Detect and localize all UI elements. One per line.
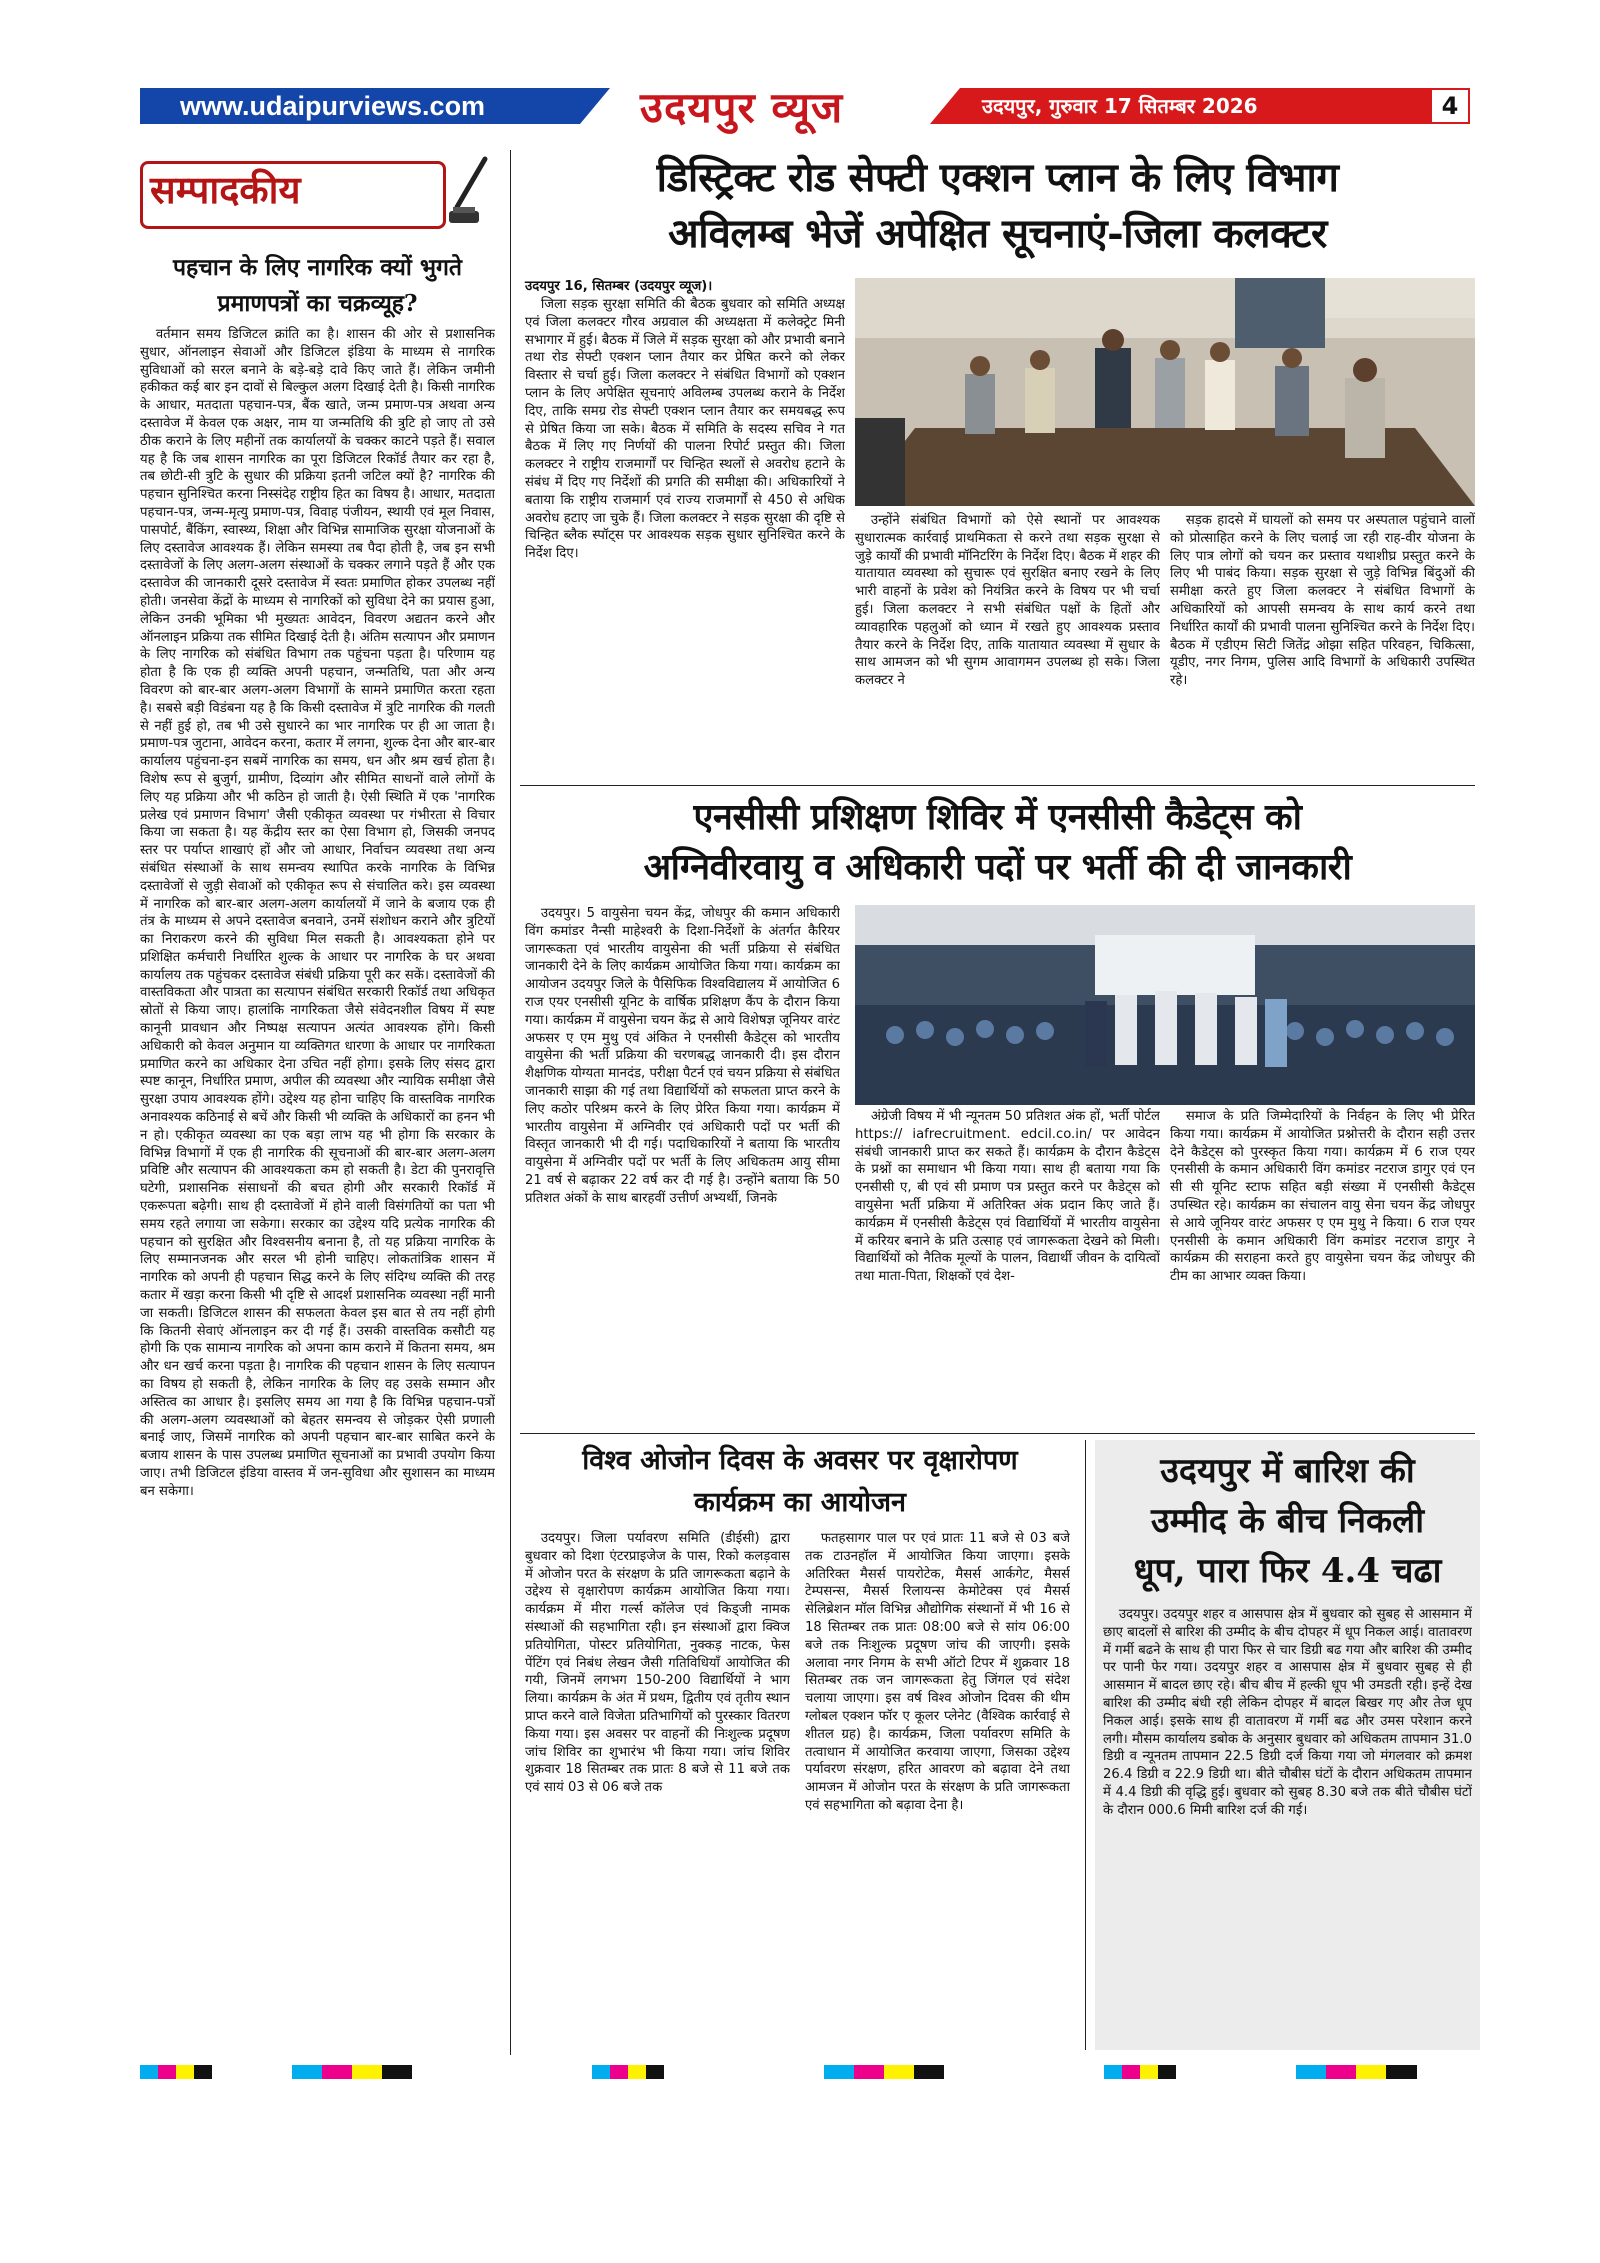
pen-ink-icon: [445, 155, 495, 225]
story2-col3: समाज के प्रति जिम्मेदारियों के निर्वहन के लिए भी प्रेरित किया गया। कार्यक्रम में आयोजित प्रश्नोत्तरी के दौरान सही उत्तर देने कैडेट्स को पुरस्कृत किया गया। कार्यक्रम में 6 राज एयर एनसीसी के कमान अधिकारी विंग कमांडर नटराज डागुर एवं एन सी सी यूनिट स्टाफ सहित बड़ी संख्या में एनसीसी कैडेट्स उपस्थित रहे। कार्यक्रम का संचालन वायु सेना चयन केंद्र जोधपुर से आये जूनियर वारंट अफसर ए एम मुथु ने किया। 6 राज एयर एनसीसी के कमान अधिकारी विंग कमांडर नटराज डागुर ने कार्यक्रम की सराहना करते हुए वायुसेना चयन केंद्र जोधपुर की टीम का आभार व्यक्त किया।: [1170, 1109, 1475, 1285]
editorial-headline: पहचान के लिए नागरिक क्यों भुगते प्रमाणपत्रों का चक्रव्यूह?: [172, 254, 463, 317]
story1-dateline: उदयपुर 16, सितम्बर (उदयपुर व्यूज)।: [525, 279, 713, 294]
story1-col3: सड़क हादसे में घायलों को समय पर अस्पताल पहुंचाने वालों को प्रोत्साहित करने के लिए चलाई जा रही राह-वीर योजना के लिए पात्र लोगों को चयन कर प्रस्ताव यथाशीघ्र प्रस्तुत करने के लिए भी पाबंद किया। सड़क सुरक्षा से जुड़े विभिन्न बिंदुओं की समीक्षा करते हुए जिला कलक्टर ने संबंधित विभागों के अधिकारियों को आपसी समन्वय के साथ कार्य करने तथा निर्धारित कार्यों की प्रभावी पालना सुनिश्चित करने के निर्देश दिए। बैठक में एडीएम सिटी जितेंद्र ओझा सहित परिवहन, चिकित्सा, यूडीए, नगर निगम, पुलिस आदि विभागों के अधिकारी उपस्थित रहे।: [1170, 513, 1475, 689]
story1-col2: उन्होंने संबंधित विभागों को ऐसे स्थानों पर आवश्यक सुधारात्मक कार्रवाई प्राथमिकता से करने तथा सड़क सुरक्षा से जुड़े कार्यों की प्रभावी मॉनिटरिंग के निर्देश दिए। बैठक में शहर की यातायात व्यवस्था को सुचारू एवं सुरक्षित बनाए रखने के लिए भारी वाहनों के प्रवेश को नियंत्रित करने के विषय पर भी चर्चा हुई। जिला कलक्टर ने सभी संबंधित पक्षों के हितों और व्यावहारिक पहलुओं को ध्यान में रखते हुए आवश्यक प्रस्ताव तैयार करने के निर्देश दिए, ताकि यातायात व्यवस्था में सुधार के साथ आमजन को भी सुगम आवागमन उपलब्ध हो सके। जिला कलक्टर ने: [855, 513, 1160, 689]
story1-headline: डिस्ट्रिक्ट रोड सेफ्टी एक्शन प्लान के लिए विभाग अविलम्ब भेजें अपेक्षित सूचनाएं-जिला कलक्टर: [656, 154, 1339, 257]
story3-headline: विश्व ओजोन दिवस के अवसर पर वृक्षारोपण कार्यक्रम का आयोजन: [582, 1445, 1018, 1518]
newspaper-logo: उदयपुर व्यूज: [640, 83, 844, 132]
story3-col2: फतहसागर पाल पर एवं प्रातः 11 बजे से 03 बजे तक टाउनहॉल में आयोजित किया जाएगा। इसके अतिरिक्त मैसर्स पायरोटेक, मैसर्स आर्कगेट, मैसर्स टेम्पसन्स, मैसर्स रिलायन्स केमोटेक्स एवं मैसर्स सेलिब्रेशन मॉल विभिन्न औद्योगिक संस्थानों में भी 16 से 18 सितम्बर तक प्रातः 08:00 बजे से सांय 06:00 बजे तक निःशुल्क प्रदूषण जांच की जाएगी। इसके अलावा नगर निगम के सभी ऑटो टिपर में शुक्रवार 18 सितम्बर तक जन जागरूकता हेतु जिंगल एवं संदेश चलाया जाएगा। इस वर्ष विश्व ओजोन दिवस की थीम ग्लोबल एक्शन फॉर ए कूलर प्लेनेट (वैश्विक कार्रवाई से शीतल ग्रह) है। कार्यक्रम, जिला पर्यावरण समिति के तत्वाधान में आयोजित करवाया जाएगा, जिसका उद्देश्य पर्यावरण संरक्षण, हरित आवरण को बढ़ावा देने तथा आमजन में ओजोन परत के संरक्षण के प्रति जागरूकता एवं सहभागिता को बढ़ावा देना है।: [805, 1531, 1070, 1813]
issue-date: उदयपुर, गुरुवार 17 सितम्बर 2026: [982, 94, 1258, 118]
site-url[interactable]: www.udaipurviews.com: [180, 91, 486, 121]
color-registration-bar: [140, 2065, 1475, 2079]
story4-box: [1095, 1440, 1480, 2050]
column-rule: [510, 150, 511, 2055]
column-rule: [1085, 1440, 1086, 2050]
ncc-cadets-photo: [855, 905, 1475, 1105]
story4-body: उदयपुर। उदयपुर शहर व आसपास क्षेत्र में बुधवार को सुबह से आसमान में छाए बादलों से बारिश की उम्मीद के बीच दोपहर में धूप निकल आई। वातावरण में गर्मी बढने के साथ ही पारा फिर से चार डिग्री बढ गया और बारिश की उम्मीद पर पानी फेर गया। उदयपुर शहर व आसपास क्षेत्र में बुधवार सुबह से ही आसमान में बादल छाए रहे। बीच बीच में हल्की धूप भी उमडती रही। इन्हें देख बारिश की उम्मीद बंधी रही लेकिन दोपहर में बादल बिखर गए और तेज धूप निकल आई। इसके साथ ही वातावरण में गर्मी बढ और उमस परेशान करने लगी। मौसम कार्यालय डबोक के अनुसार बुधवार को अधिकतम तापमान 31.0 डिग्री व न्यूनतम तापमान 22.5 डिग्री दर्ज किया गया जो मंगलवार को क्रमश 26.4 डिग्री व 22.9 डिग्री था। बीते चौबीस घंटों के दौरान अधिकतम तापमान में 4.4 डिग्री की वृद्धि हुई। बुधवार को सुबह 8.30 बजे तक बीते चौबीस घंटों के दौरान 000.6 मिमी बारिश दर्ज की गई।: [1103, 1607, 1472, 1818]
masthead: [140, 82, 1470, 132]
editorial-badge: [140, 155, 495, 233]
story4-headline: उदयपुर में बारिश की उम्मीद के बीच निकली धूप, पारा फिर 4.4 चढा: [1133, 1451, 1442, 1591]
meeting-photo: [855, 278, 1475, 506]
story2-col1: उदयपुर। 5 वायुसेना चयन केंद्र, जोधपुर की कमान अधिकारी विंग कमांडर नैन्सी माहेश्वरी के दिशा-निर्देशों के अंतर्गत कैरियर जागरूकता एवं भारतीय वायुसेना की भर्ती प्रक्रिया से संबंधित जानकारी देने के लिए कार्यक्रम आयोजित किया गया। कार्यक्रम का आयोजन उदयपुर जिले के पैसिफिक विश्वविद्यालय में आयोजित 6 राज एयर एनसीसी यूनिट के वार्षिक प्रशिक्षण कैंप के दौरान किया गया। कार्यक्रम में वायुसेना चयन केंद्र से आये विशेषज्ञ जूनियर वारंट अफसर ए एम मुथु एवं अंकित ने एनसीसी कैडेट्स को भारतीय वायुसेना की भर्ती प्रक्रिया की चरणबद्ध जानकारी दी। इस दौरान शैक्षणिक योग्यता मानदंड, परीक्षा पैटर्न एवं चयन प्रक्रिया से संबंधित जानकारी साझा की गई तथा विद्यार्थियों को सफलता प्राप्त करने के लिए कठोर परिश्रम करने के लिए प्रेरित किया गया। कार्यक्रम में भारतीय वायुसेना में अग्निवीर एवं अधिकारी पदों पर भर्ती की विस्तृत जानकारी भी दी गई। पदाधिकारियों ने बताया कि भारतीय वायुसेना में अग्निवीर पदों पर भर्ती के लिए अधिकतम आयु सीमा 21 वर्ष से बढ़ाकर 22 वर्ष कर दी गई है। उन्होंने बताया कि 50 प्रतिशत अंकों के साथ बारहवीं उत्तीर्ण अभ्यर्थी, जिनके: [525, 906, 840, 1206]
story2-col2: अंग्रेजी विषय में भी न्यूनतम 50 प्रतिशत अंक हों, भर्ती पोर्टल https:// iafrecruitment. edcil.co.in/ पर आवेदन संबंधी जानकारी प्राप्त कर सकते हैं। कार्यक्रम के दौरान कैडेट्स के प्रश्नों का समाधान भी किया गया। साथ ही बताया गया कि एनसीसी ए, बी एवं सी प्रमाण पत्र प्रस्तुत करने पर कैडेट्स को वायुसेना भर्ती प्रक्रिया में अतिरिक्त अंक प्रदान किए जाते हैं। कार्यक्रम में एनसीसी कैडेट्स एवं विद्यार्थियों में भारतीय वायुसेना में करियर बनाने के प्रति उत्साह एवं जागरूकता देखने को मिली। विद्यार्थियों को नैतिक मूल्यों के पालन, विद्यार्थी जीवन के दायित्वों तथा माता-पिता, शिक्षकों एवं देश-: [855, 1109, 1160, 1285]
story3-col1: उदयपुर। जिला पर्यावरण समिति (डीईसी) द्वारा बुधवार को दिशा एंटरप्राइजेज के पास, रिको कलड़वास में ओजोन परत के संरक्षण के प्रति जागरूकता बढ़ाने के उद्देश्य से वृक्षारोपण कार्यक्रम आयोजित किया गया। कार्यक्रम में मीरा गर्ल्स कॉलेज एवं किड्जी नामक संस्थाओं की सहभागिता रही। इन संस्थाओं द्वारा क्विज प्रतियोगिता, पोस्टर प्रतियोगिता, नुक्कड़ नाटक, फेस पेंटिंग एवं निबंध लेखन जैसी गतिविधियाँ आयोजित की गयी, जिनमें लगभग 150-200 विद्यार्थियों ने भाग लिया। कार्यक्रम के अंत में प्रथम, द्वितीय एवं तृतीय स्थान प्राप्त करने वाले विजेता प्रतिभागियों को पुरस्कार वितरण किया गया। इस अवसर पर वाहनों की निःशुल्क प्रदूषण जांच शिविर का शुभारंभ भी किया गया। जांच शिविर शुक्रवार 18 सितम्बर तक प्रातः 8 बजे से 11 बजे तक एवं सायं 03 से 06 बजे तक: [525, 1531, 790, 1796]
page-number: 4: [1430, 88, 1470, 124]
story2-headline: एनसीसी प्रशिक्षण शिविर में एनसीसी कैडेट्स को अग्निवीरवायु व अधिकारी पदों पर भर्ती की दी जानकारी: [643, 796, 1352, 888]
story1-col1: जिला सड़क सुरक्षा समिति की बैठक बुधवार को समिति अध्यक्ष एवं जिला कलक्टर गौरव अग्रवाल की अध्यक्षता में कलेक्ट्रेट मिनी सभागार में हुई। बैठक में जिले में सड़क सुरक्षा को और प्रभावी बनाने तथा रोड सेफ्टी एक्शन प्लान तैयार कर प्रेषित करने को लेकर विस्तार से चर्चा हुई। जिला कलक्टर ने संबंधित विभागों को एक्शन प्लान के लिए अपेक्षित सूचनाएं अविलम्ब उपलब्ध कराने के निर्देश दिए, ताकि समग्र रोड सेफ्टी एक्शन प्लान तैयार कर समयबद्ध रूप से प्रेषित किया जा सके। बैठक में समिति के सदस्य सचिव ने गत बैठक में लिए गए निर्णयों की पालना रिपोर्ट प्रस्तुत की। जिला कलक्टर ने राष्ट्रीय राजमार्गों पर चिन्हित स्थलों से अवरोध हटाने के संबंध में दिए गए निर्देशों की प्रगति की समीक्षा की। अधिकारियों ने बताया कि राष्ट्रीय राजमार्ग एवं राज्य राजमार्गों से 450 से अधिक अवरोध हटाए जा चुके हैं। जिला कलक्टर ने सड़क सुरक्षा की दृष्टि से चिन्हित ब्लैक स्पॉट्स पर आवश्यक सड़क सुधार सुनिश्चित करने के निर्देश दिए।: [525, 297, 845, 562]
editorial-body: वर्तमान समय डिजिटल क्रांति का है। शासन की ओर से प्रशासनिक सुधार, ऑनलाइन सेवाओं और डिजिटल इंडिया के माध्यम से नागरिक सुविधाओं को सरल बनाने के बड़े-बड़े दावे किए जाते हैं। लेकिन जमीनी हकीकत कई बार इन दावों से बिल्कुल अलग दिखाई देती है। किसी नागरिक के आधार, मतदाता पहचान-पत्र, बैंक खाते, जन्म प्रमाण-पत्र अथवा अन्य दस्तावेज में केवल एक अक्षर, नाम या जन्मतिथि की त्रुटि हो जाए तो उसे ठीक कराने के लिए महीनों तक कार्यालयों के चक्कर काटने पड़ते हैं। सवाल यह है कि जब शासन नागरिक का पूरा डिजिटल रिकॉर्ड तैयार कर रहा है, तब छोटी-सी त्रुटि के सुधार की प्रक्रिया इतनी जटिल क्यों है? नागरिक की पहचान सुनिश्चित करना निस्संदेह राष्ट्रीय हित का विषय है। आधार, मतदाता पहचान-पत्र, जन्म-मृत्यु प्रमाण-पत्र, विवाह पंजीयन, स्थायी एवं मूल निवास, पासपोर्ट, बैंकिंग, स्वास्थ्य, शिक्षा और विभिन्न सामाजिक सुरक्षा योजनाओं के लिए दस्तावेज आवश्यक हैं। लेकिन समस्या तब पैदा होती है, जब इन सभी दस्तावेजों के लिए अलग-अलग संस्थाओं के चक्कर लगाने पड़ते हैं और एक दस्तावेज की जानकारी दूसरे दस्तावेज में स्वतः प्रमाणित होकर उपलब्ध नहीं होती। जनसेवा केंद्रों के माध्यम से नागरिकों को सुविधा देने का प्रयास हुआ, लेकिन उनकी भूमिका भी मुख्यतः आवेदन, विवरण अद्यतन करने और ऑनलाइन प्रक्रिया तक सीमित दिखाई देती है। अंतिम सत्यापन और प्रमाणन के लिए नागरिक को संबंधित विभाग तक पहुंचना पड़ता है। परिणाम यह होता है कि एक ही व्यक्ति अपनी पहचान, जन्मतिथि, पता और अन्य विवरण को बार-बार अलग-अलग विभागों के सामने प्रमाणित करता रहता है। सबसे बड़ी विडंबना यह है कि किसी दस्तावेज में त्रुटि नागरिक की गलती से नहीं हुई हो, तब भी उसे सुधारने का भार नागरिक पर ही आ जाता है। प्रमाण-पत्र जुटाना, आवेदन करना, कतार में लगना, शुल्क देना और बार-बार कार्यालय पहुंचना-इन सबमें नागरिक का समय, धन और श्रम खर्च होता है। विशेष रूप से बुजुर्ग, ग्रामीण, दिव्यांग और सीमित साधनों वाले लोगों के लिए यह प्रक्रिया और भी कठिन हो जाती है। ऐसी स्थिति में एक 'नागरिक प्रलेख एवं प्रमाणन विभाग' जैसी एकीकृत व्यवस्था पर गंभीरता से विचार किया जा सकता है। यह केंद्रीय स्तर का ऐसा विभाग हो, जिसकी जनपद स्तर पर पर्याप्त शाखाएं हों और जो आधार, निर्वाचन व्यवस्था तथा अन्य संबंधित संस्थाओं के साथ समन्वय स्थापित करके नागरिक के विभिन्न दस्तावेजों से जुड़ी सेवाओं को एकीकृत रूप से संचालित करे। इस व्यवस्था में नागरिक को बार-बार अलग-अलग कार्यालयों में जाने के बजाय एक ही तंत्र के माध्यम से अपने दस्तावेज बनवाने, उनमें संशोधन कराने और त्रुटियों का निराकरण करने की सुविधा मिल सकती है। आवश्यकता होने पर प्रशिक्षित कर्मचारी निर्धारित शुल्क के आधार पर नागरिक के घर अथवा कार्यालय तक पहुंचकर दस्तावेज संबंधी प्रक्रिया पूरी कर सकें। दस्तावेजों की वास्तविकता और पात्रता का सत्यापन संबंधित सरकारी रिकॉर्ड तथा अधिकृत स्रोतों से किया जाए। हालांकि नागरिकता जैसे संवेदनशील विषय में स्पष्ट कानूनी प्रावधान और निष्पक्ष सत्यापन अत्यंत आवश्यक होंगे। किसी अधिकारी को केवल अनुमान या व्यक्तिगत धारणा के आधार पर नागरिकता प्रमाणित करने का अधिकार देना उचित नहीं होगा। इसके लिए संसद द्वारा स्पष्ट कानून, निर्धारित प्रमाण, अपील की व्यवस्था और न्यायिक समीक्षा जैसे सुरक्षा उपाय आवश्यक होंगे। उद्देश्य यह होना चाहिए कि वास्तविक नागरिक अनावश्यक कठिनाई से बचें और किसी भी व्यक्ति के अधिकारों का हनन भी न हो। एकीकृत व्यवस्था का एक बड़ा लाभ यह भी होगा कि सरकार के विभिन्न विभागों में एक ही नागरिक की सूचनाओं की बार-बार अलग-अलग प्रविष्टि और सत्यापन की आवश्यकता कम हो सकती है। डेटा की पुनरावृत्ति घटेगी, प्रशासनिक संसाधनों की बचत होगी और सरकारी रिकॉर्ड में एकरूपता बढ़ेगी। साथ ही दस्तावेजों में होने वाली विसंगतियों का पता भी समय रहते लगाया जा सकेगा। सरकार का उद्देश्य यदि प्रत्येक नागरिक की पहचान को सुरक्षित और विश्वसनीय बनाना है, तो यह प्रक्रिया नागरिक के लिए सम्मानजनक और सरल भी होनी चाहिए। लोकतांत्रिक शासन में नागरिक को अपनी ही पहचान सिद्ध करने के लिए संदिग्ध व्यक्ति की तरह कतार में खड़ा करना किसी भी दृष्टि से आदर्श प्रशासनिक व्यवस्था नहीं मानी जा सकती। डिजिटल शासन की सफलता केवल इस बात से तय नहीं होगी कि कितनी सेवाएं ऑनलाइन कर दी गई हैं। उसकी वास्तविक कसौटी यह होगी कि एक सामान्य नागरिक को अपना काम कराने में कितना समय, श्रम और धन खर्च करना पड़ता है। नागरिक की पहचान शासन के लिए सत्यापन का विषय हो सकती है, लेकिन नागरिक के लिए वह उसके सम्मान और अस्तित्व का आधार है। इसलिए समय आ गया है कि विभिन्न पहचान-पत्रों की अलग-अलग व्यवस्थाओं को बेहतर समन्वय से जोड़कर ऐसी प्रणाली बनाई जाए, जिसमें नागरिक को अपनी पहचान बार-बार साबित करने के बजाय शासन के पास उपलब्ध प्रमाणित सूचनाओं का प्रभावी उपयोग किया जाए। तभी डिजिटल इंडिया वास्तव में जन-सुविधा और सुशासन का माध्यम बन सकेगा।: [140, 327, 495, 1499]
divider: [520, 785, 1475, 786]
divider: [520, 1433, 1475, 1434]
editorial-label: सम्पादकीय: [150, 167, 301, 212]
